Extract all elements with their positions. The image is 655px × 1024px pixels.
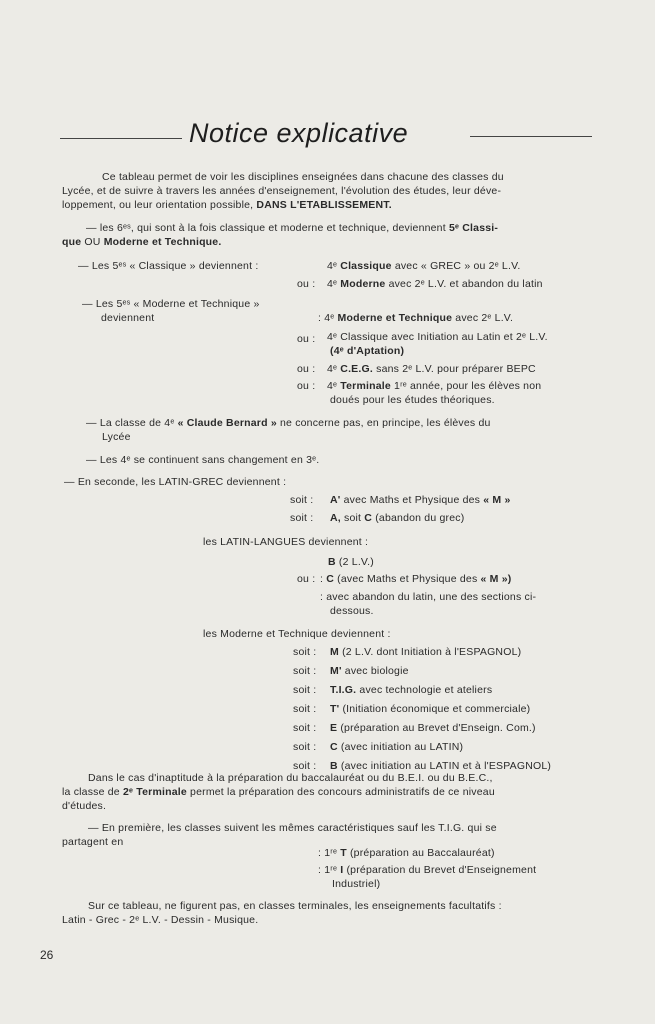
facultatifs-line-1: Sur ce tableau, ne figurent pas, en classes terminales, les enseignements facultatifs :: [88, 900, 502, 912]
section-description: (2 L.V. dont Initiation à l'ESPAGNOL): [342, 646, 522, 658]
section-description: (avec initiation au LATIN): [340, 741, 464, 753]
seconde-soit-2: A, soit C (abandon du grec): [330, 512, 465, 524]
latin-langues-lead: les LATIN-LANGUES deviennent :: [203, 536, 369, 548]
title-rule-left: [60, 138, 182, 139]
cinq-moderne-option-4: 4ᵉ Terminale 1ʳᵉ année, pour les élèves non: [327, 380, 542, 392]
seconde-soit-2-lead: soit :: [290, 512, 314, 524]
cinq-classique-option-1: 4ᵉ Classique avec « GREC » ou 2ᵉ L.V.: [327, 260, 521, 272]
intro-line-3: loppement, ou leur orientation possible, DANS L'ETABLISSEMENT.: [62, 199, 392, 211]
section-code: T': [330, 703, 340, 715]
section-code: M': [330, 665, 342, 677]
sixieme-line-2: que OU Moderne et Technique.: [62, 236, 222, 248]
seconde-lead: — En seconde, les LATIN-GREC deviennent :: [64, 476, 287, 488]
inaptitude-line-2: la classe de 2ᵉ Terminale permet la préparation des concours administratifs de ce niveau: [62, 786, 495, 798]
moderne-technique-soit-lead: soit :: [293, 684, 317, 696]
quatre-line: — Les 4ᵉ se continuent sans changement en 3ᵉ.: [86, 454, 320, 466]
facultatifs-line-2: Latin - Grec - 2ᵉ L.V. - Dessin - Musique.: [62, 914, 259, 926]
moderne-technique-item: [330, 665, 409, 678]
cinq-classique-lead: — Les 5ᵉˢ « Classique » deviennent :: [78, 260, 259, 272]
cinq-moderne-line-1: — Les 5ᵉˢ « Moderne et Technique »: [82, 298, 260, 310]
moderne-technique-soit-lead: soit :: [293, 665, 317, 677]
cinq-classique-option-2: 4ᵉ Moderne avec 2ᵉ L.V. et abandon du latin: [327, 278, 543, 290]
section-description: (Initiation économique et commerciale): [342, 703, 531, 715]
cinq-moderne-option-1: : 4ᵉ Moderne et Technique avec 2ᵉ L.V.: [318, 312, 514, 324]
sixieme-line-1: — les 6ᵉˢ, qui sont à la fois classique et moderne et technique, deviennent 5ᵉ Classi-: [86, 222, 499, 234]
claude-line-1: — La classe de 4ᵉ « Claude Bernard » ne concerne pas, en principe, les élèves du: [86, 417, 491, 429]
cinq-moderne-option-2: 4ᵉ Classique avec Initiation au Latin et 2ᵉ L.V.: [327, 331, 548, 343]
moderne-technique-item: [330, 646, 521, 659]
premiere-line-1: — En première, les classes suivent les mêmes caractéristiques sauf les T.I.G. qui se: [88, 822, 497, 834]
cinq-classique-ou-2: ou :: [297, 278, 316, 290]
moderne-technique-soit-lead: soit :: [293, 722, 317, 734]
moderne-technique-soit-lead: soit :: [293, 741, 317, 753]
latin-langues-ou-lead: ou :: [297, 573, 316, 585]
premiere-line-2: partagent en: [62, 836, 124, 848]
cinq-moderne-ou-3: ou :: [297, 363, 316, 375]
cinq-moderne-line-2: deviennent: [101, 312, 155, 324]
section-description: (préparation au Brevet d'Enseign. Com.): [340, 722, 536, 734]
title-rule-right: [470, 136, 592, 137]
moderne-technique-item: [330, 741, 463, 754]
moderne-technique-lead: les Moderne et Technique deviennent :: [203, 628, 391, 640]
latin-langues-c: : C (avec Maths et Physique des « M »): [320, 573, 512, 585]
seconde-soit-1: A' avec Maths et Physique des « M »: [330, 494, 511, 506]
premiere-option-2: : 1ʳᵉ I (préparation du Brevet d'Enseignement: [318, 864, 537, 876]
section-description: avec technologie et ateliers: [359, 684, 493, 696]
latin-langues-abandon: : avec abandon du latin, une des sections ci-: [320, 591, 537, 603]
section-code: B: [330, 760, 338, 772]
section-code: M: [330, 646, 339, 658]
inaptitude-line-3: d'études.: [62, 800, 107, 812]
cinq-moderne-option-4b: doués pour les études théoriques.: [330, 394, 495, 406]
page-number: 26: [40, 948, 54, 962]
seconde-soit-1-lead: soit :: [290, 494, 314, 506]
moderne-technique-soit-lead: soit :: [293, 646, 317, 658]
claude-line-2: Lycée: [102, 431, 131, 443]
intro-line-2: Lycée, et de suivre à travers les années d'enseignement, l'évolution des études, leur déve-: [62, 185, 502, 197]
moderne-technique-item: [330, 684, 492, 697]
section-description: avec biologie: [344, 665, 409, 677]
moderne-technique-soit-lead: soit :: [293, 703, 317, 715]
latin-langues-abandon-2: dessous.: [330, 605, 374, 617]
intro-line-1: Ce tableau permet de voir les disciplines enseignées dans chacune des classes du: [102, 171, 504, 183]
premiere-option-2b: Industriel): [332, 878, 381, 890]
moderne-technique-item: [330, 703, 530, 716]
latin-langues-b: B (2 L.V.): [328, 556, 374, 568]
moderne-technique-soit-lead: soit :: [293, 760, 317, 772]
section-code: E: [330, 722, 338, 734]
premiere-option-1: : 1ʳᵉ T (préparation au Baccalauréat): [318, 847, 495, 859]
cinq-moderne-option-3: 4ᵉ C.E.G. sans 2ᵉ L.V. pour préparer BEPC: [327, 363, 536, 375]
cinq-moderne-option-2b: (4ᵉ d'Aptation): [330, 345, 405, 357]
moderne-technique-item: [330, 722, 536, 735]
page-title: Notice explicative: [189, 118, 409, 148]
cinq-moderne-ou-2: ou :: [297, 333, 316, 345]
cinq-moderne-ou-4: ou :: [297, 380, 316, 392]
section-description: (avec initiation au LATIN et à l'ESPAGNOL): [340, 760, 552, 772]
section-code: T.I.G.: [330, 684, 357, 696]
section-code: C: [330, 741, 338, 753]
inaptitude-line-1: Dans le cas d'inaptitude à la préparation du baccalauréat ou du B.E.I. ou du B.E.C.,: [88, 772, 493, 784]
